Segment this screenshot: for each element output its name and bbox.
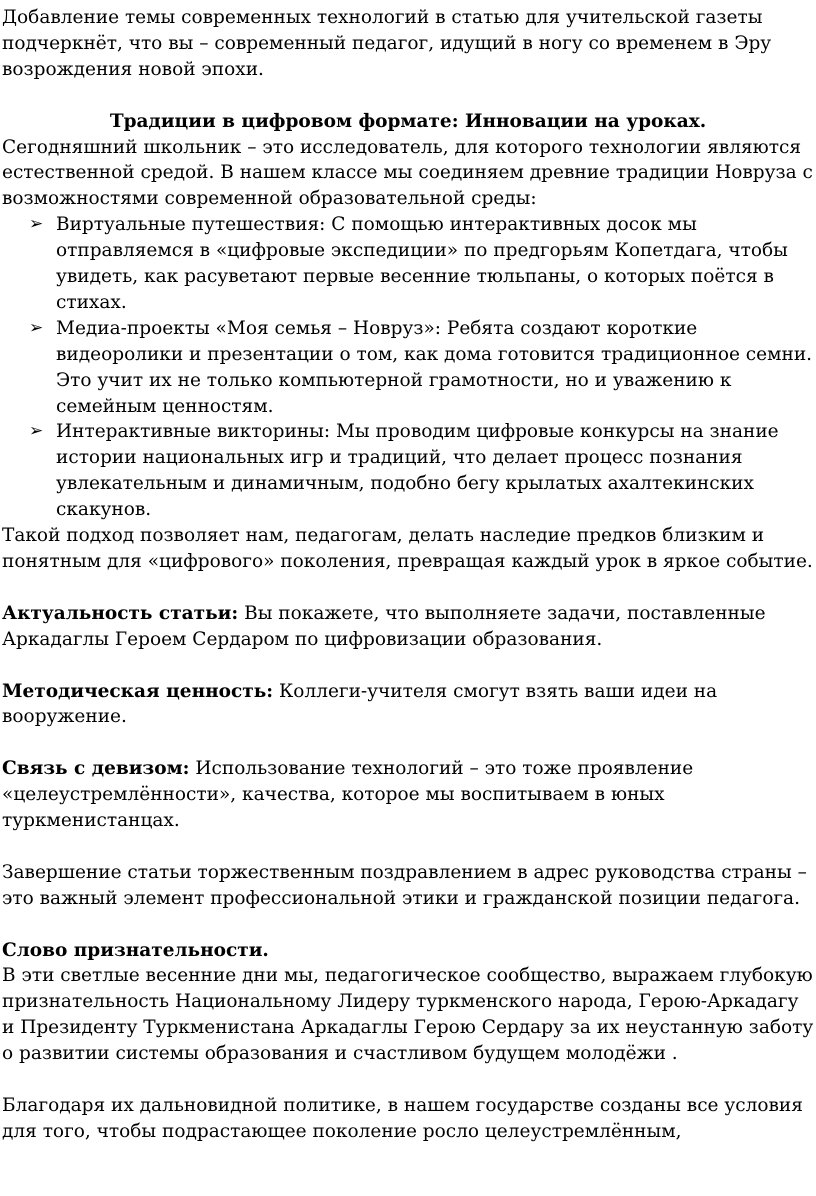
motto-text: Использование технологий – это тоже проявление «целеустремлённости», качества, которое мы воспитываем в юных туркменистанцах. (2, 758, 694, 832)
motto-paragraph (2, 756, 814, 834)
list-item-text: Интерактивные викторины: Мы проводим цифровые конкурсы на знание истории национальных игр и традиций, что делает процесс познания увлекательным и динамичным, подобно бегу крылатых ахалтекинских скакунов. (56, 421, 779, 521)
gratitude-continuation-paragraph: Благодаря их дальновидной политике, в нашем государстве созданы все условия для того, чтобы подрастающее поколение росло целеустремлённым, (2, 1094, 803, 1142)
relevance-text: Вы покажете, что выполняете задачи, поставленные Аркадаглы Героем Сердаром по цифровизации образования. (2, 602, 766, 650)
methodical-label: Методическая ценность: (2, 680, 274, 702)
list-item (2, 419, 814, 523)
intro-paragraph: Добавление темы современных технологий в статью для учительской газеты подчеркнёт, что вы – современный педагог, идущий в ногу со временем в Эру возрождения новой эпохи. (2, 7, 772, 80)
list-item-text: Виртуальные путешествия: С помощью интерактивных досок мы отправляемся в «цифровые экспедиции» по предгорьям Копетдага, чтобы увидеть, как расуветают первые весенние тюльпаны, о которых поётся в стихах. (56, 214, 788, 313)
blank-line (2, 653, 814, 679)
arrow-bullet-icon: ➢ (29, 421, 44, 442)
arrow-bullet-icon: ➢ (29, 214, 44, 235)
blank-line (2, 912, 814, 938)
list-item (2, 316, 814, 420)
section-conclusion-paragraph: Такой подход позволяет нам, педагогам, делать наследие предков близким и понятным для «цифрового» поколения, превращая каждый урок в яркое событие. (2, 525, 813, 573)
motto-label: Связь с девизом: (2, 758, 190, 780)
section-lead-paragraph: Сегодняшний школьник – это исследователь, для которого технологии являются естественной средой. В нашем классе мы соединяем древние традиции Новруза с возможностями современной образовательной среды: (2, 136, 813, 210)
list-item (2, 212, 814, 316)
methodical-paragraph (2, 679, 814, 731)
relevance-paragraph (2, 601, 814, 653)
methodical-text: Коллеги-учителя смогут взять ваши идеи на вооружение. (2, 680, 718, 728)
list-item-text: Медиа-проекты «Моя семья – Новруз»: Ребята создают короткие видеоролики и презентации о том, как дома готовится традиционное семни. Это учит их не только компьютерной грамотности, но и уважению к семейным ценностям. (56, 317, 813, 417)
blank-line (2, 575, 814, 601)
ending-note-paragraph: Завершение статьи торжественным поздравлением в адрес руководства страны – это важный элемент профессиональной этики и гражданской позиции педагога. (2, 861, 807, 909)
relevance-label: Актуальность статьи: (2, 602, 239, 624)
arrow-bullet-icon: ➢ (29, 317, 44, 338)
section-title: Традиции в цифровом формате: Инновации на уроках. (109, 110, 707, 132)
gratitude-title: Слово признательности. (2, 939, 269, 961)
blank-line (2, 83, 814, 109)
blank-line (2, 1067, 814, 1093)
blank-line (2, 730, 814, 756)
blank-line (2, 834, 814, 860)
gratitude-paragraph: В эти светлые весенние дни мы, педагогическое сообщество, выражаем глубокую признательность Национальному Лидеру туркменского народа, Герою-Аркадагу и Президенту Туркменистана Аркадаглы Герою Сердару за их неустанную заботу о развитии системы образования и счастливом будущем молодёжи . (2, 965, 814, 1065)
bullet-list (2, 212, 814, 523)
